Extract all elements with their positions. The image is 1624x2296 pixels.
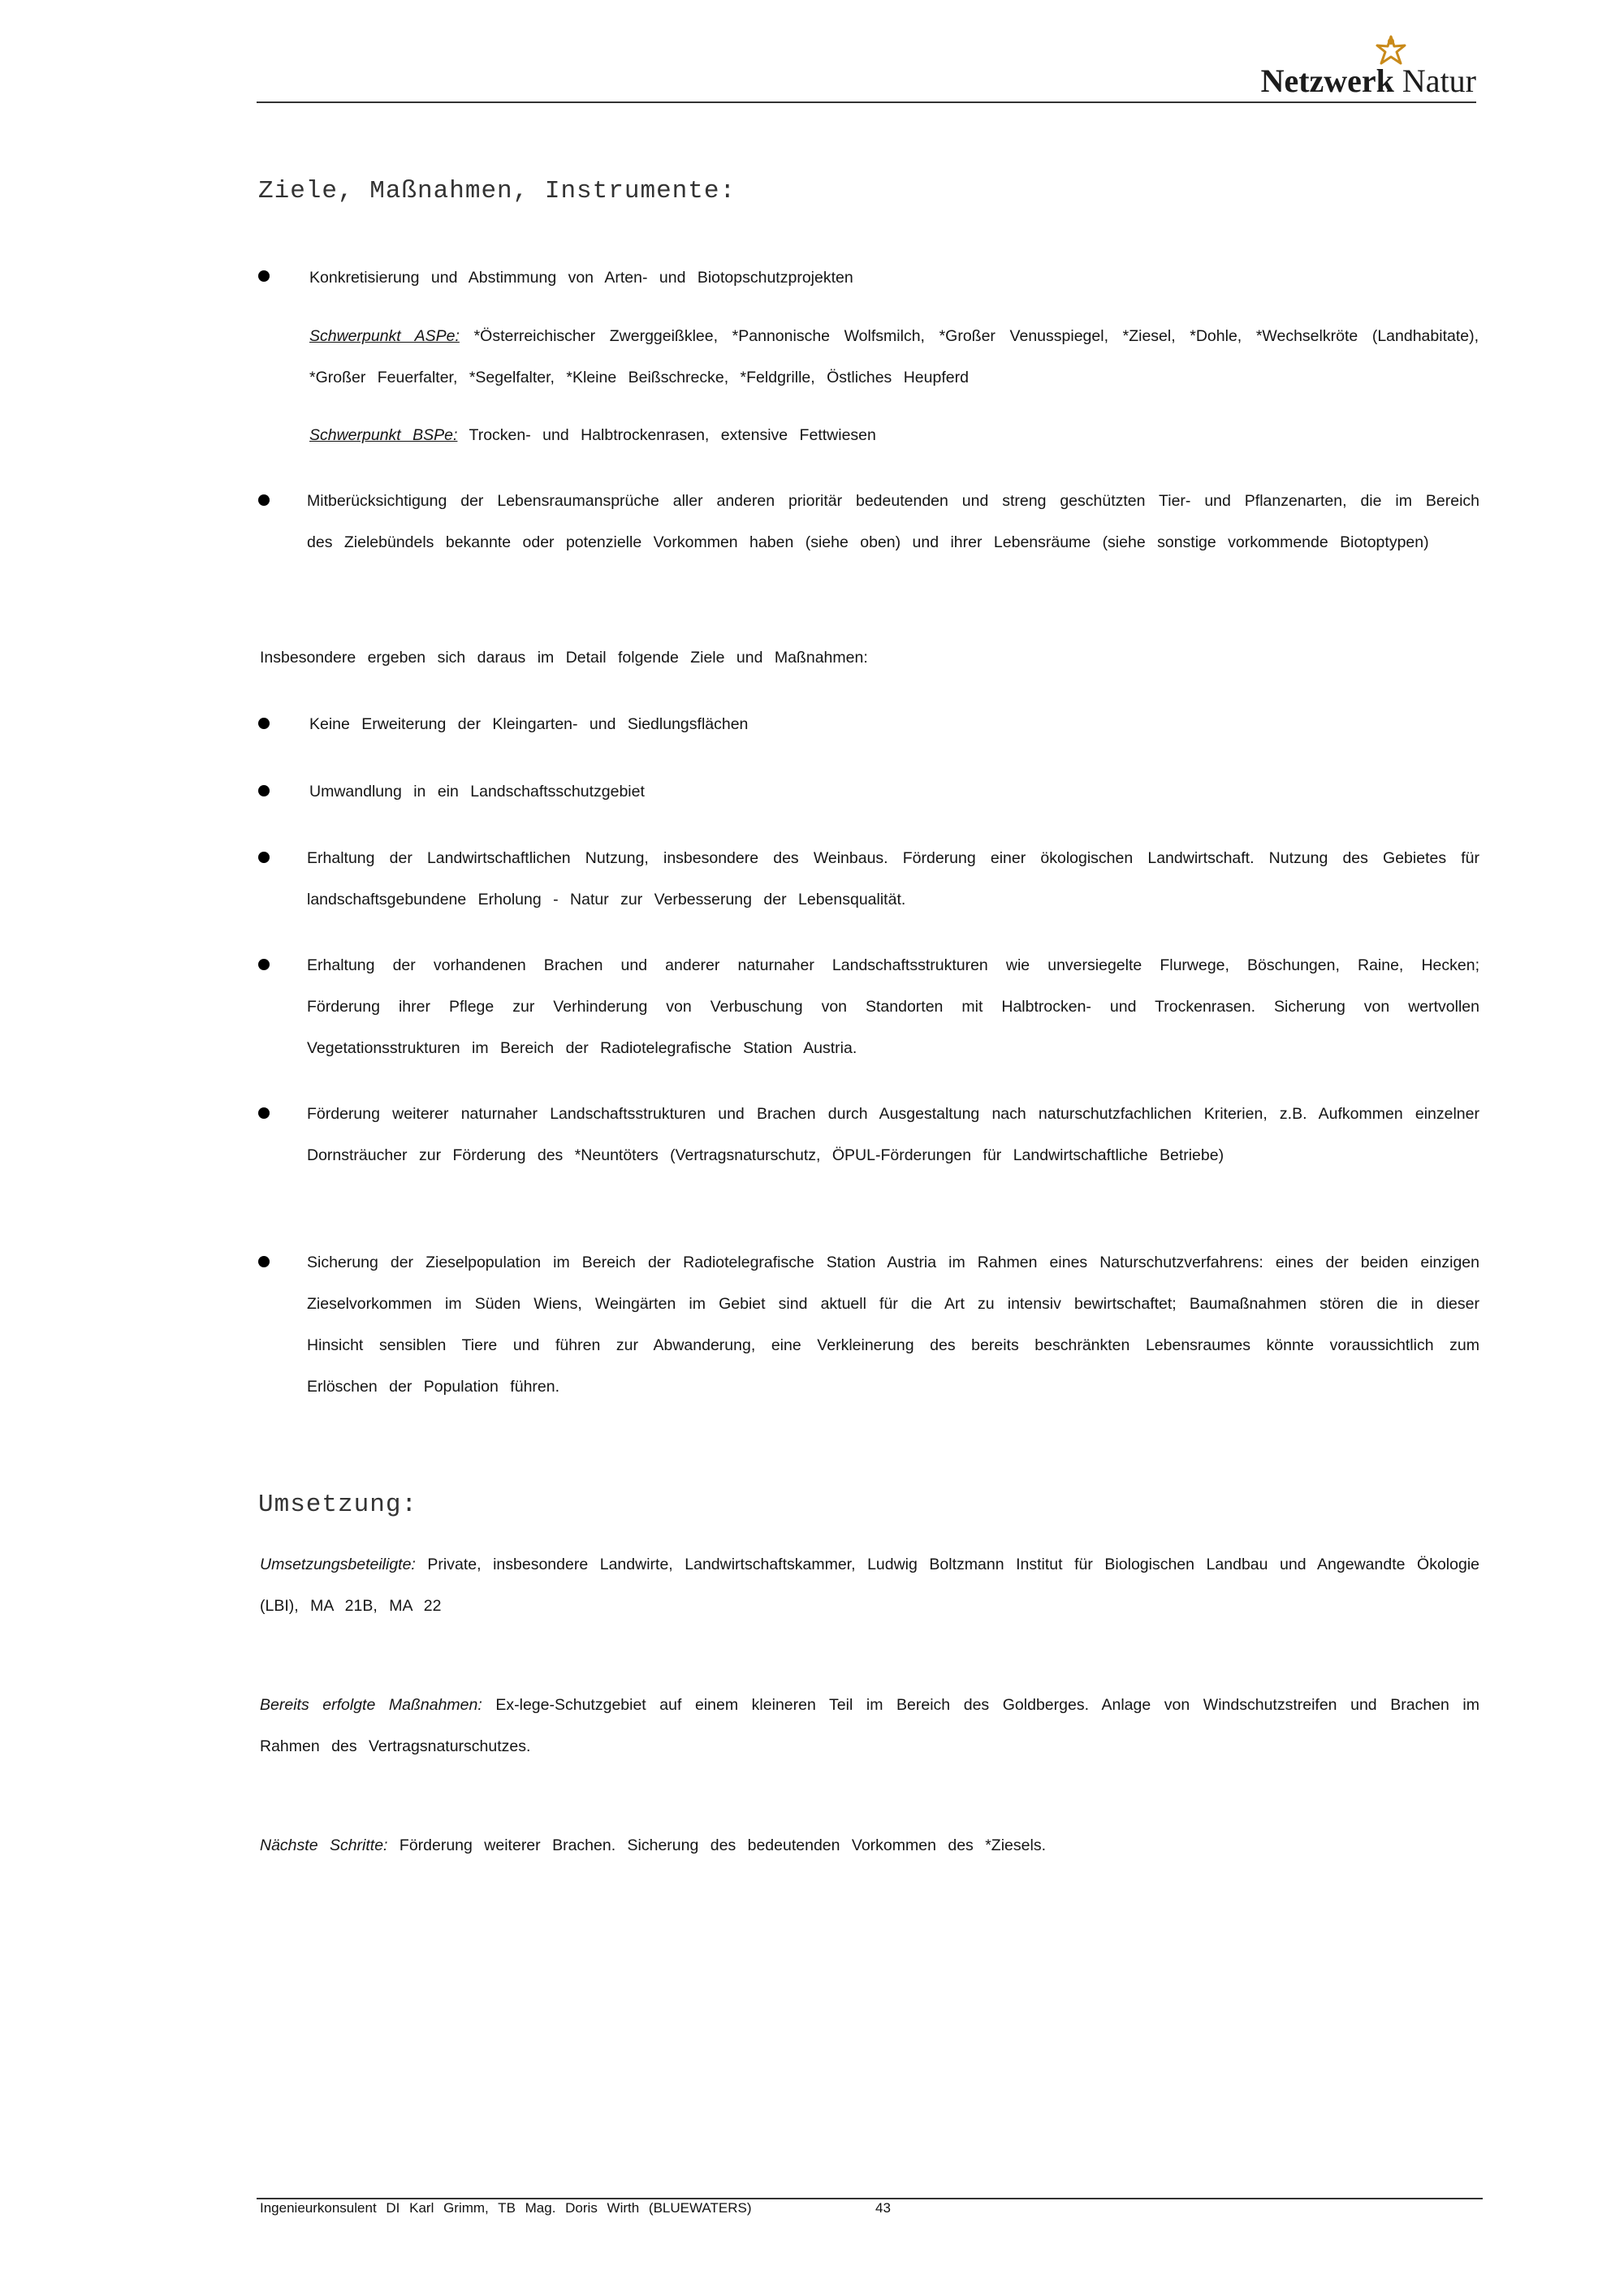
bullet-dot: [258, 1107, 270, 1119]
bereits-erfolgte-paragraph: [260, 1685, 1479, 1767]
list-item: Erhaltung der Landwirtschaftlichen Nutzung, insbesondere des Weinbaus. Förderung einer ökologischen Landwirtschaft. Nutzung des Gebietes für landschaftsgebundene Erholung - Natur zur Verbesserung der Lebensqualität.: [307, 849, 1479, 908]
bullet-dot: [258, 494, 270, 506]
umsetzungsbeteiligte-paragraph: [260, 1544, 1479, 1627]
bereits-erfolgte-text: Ex-lege-Schutzgebiet auf einem kleineren Teil im Bereich des Goldberges. Anlage von Windschutzstreifen und Brachen im Rahmen des Vertragsnaturschutzes.: [260, 1696, 1480, 1755]
bullet-dot: [258, 959, 270, 970]
bereits-erfolgte-label: Bereits erfolgte Maßnahmen:: [260, 1696, 482, 1714]
naechste-schritte-label: Nächste Schritte:: [260, 1836, 388, 1854]
page-number: 43: [875, 2200, 891, 2216]
umsetzungsbeteiligte-text: Private, insbesondere Landwirte, Landwirtschaftskammer, Ludwig Boltzmann Institut für Biologischen Landbau und Angewandte Ökologie (LBI), MA 21B, MA 22: [260, 1556, 1479, 1615]
schwerpunkt-aspe-text: *Österreichischer Zwerggeißklee, *Pannonische Wolfsmilch, *Großer Venusspiegel, *Ziesel, *Dohle, *Wechselkröte (Landhabitate), *Großer Feuerfalter, *Segelfalter, *Kleine Beißschrecke, *Feldgrille, Östliches Heupferd: [309, 327, 1479, 386]
list-item: Sicherung der Zieselpopulation im Bereich der Radiotelegrafische Station Austria im Rahmen eines Naturschutzverfahrens: eines der beiden einzigen Zieselvorkommen im Süden Wiens, Weingärten im Gebiet sind aktuell für die Art zu intensiv bewirtschaftet; Baumaßnahmen stören die in dieser Hinsicht sensiblen Tiere und führen zur Abwanderung, eine Verkleinerung des bereits beschränkten Lebensraumes könnte voraussichtlich zum Erlöschen der Population führen.: [307, 1254, 1479, 1396]
list-item: Förderung weiterer naturnaher Landschaftsstrukturen und Brachen durch Ausgestaltung nach naturschutzfachlichen Kriterien, z.B. Aufkommen einzelner Dornsträucher zur Förderung des *Neuntöters (Vertragsnaturschutz, ÖPUL-Förderungen für Landwirtschaftliche Betriebe): [307, 1105, 1479, 1164]
bullet-dot: [258, 270, 270, 282]
footer-author: Ingenieurkonsulent DI Karl Grimm, TB Mag. Doris Wirth (BLUEWATERS): [260, 2200, 752, 2216]
bullet-text-konkretisierung: Konkretisierung und Abstimmung von Arten- und Biotopschutzprojekten: [309, 269, 853, 287]
schwerpunkt-bspe-paragraph: [309, 415, 876, 456]
schwerpunkt-bspe-text: Trocken- und Halbtrockenrasen, extensive Fettwiesen: [469, 426, 876, 444]
schwerpunkt-bspe-label: Schwerpunkt BSPe:: [309, 426, 458, 444]
logo-text-regular: Natur: [1402, 63, 1476, 99]
schwerpunkt-aspe-paragraph: [309, 316, 1479, 399]
bullet-dot: [258, 1256, 270, 1267]
section-heading-ziele: Ziele, Maßnahmen, Instrumente:: [258, 177, 736, 205]
list-item: Umwandlung in ein Landschaftsschutzgebiet: [309, 783, 645, 801]
header-divider: [257, 101, 1476, 103]
netzwerk-natur-logo: [1208, 32, 1476, 97]
umsetzungsbeteiligte-label: Umsetzungsbeteiligte:: [260, 1556, 416, 1573]
bullet-dot: [258, 852, 270, 863]
intro-paragraph: Insbesondere ergeben sich daraus im Detail folgende Ziele und Maßnahmen:: [260, 649, 868, 667]
logo-text: [1261, 62, 1476, 100]
naechste-schritte-paragraph: [260, 1825, 1046, 1867]
list-item: Erhaltung der vorhandenen Brachen und anderer naturnaher Landschaftsstrukturen wie unversiegelte Flurwege, Böschungen, Raine, Hecken; Förderung ihrer Pflege zur Verhinderung von Verbuschung von Standorten mit Halbtrocken- und Trockenrasen. Sicherung von wertvollen Vegetationsstrukturen im Bereich der Radiotelegrafische Station Austria.: [307, 956, 1479, 1057]
naechste-schritte-text: Förderung weiterer Brachen. Sicherung des bedeutenden Vorkommen des *Ziesels.: [399, 1836, 1046, 1854]
bullet-text-mitberuecksichtigung: Mitberücksichtigung der Lebensraumansprüche aller anderen prioritär bedeutenden und streng geschützten Tier- und Pflanzenarten, die im Bereich des Zielebündels bekannte oder potenzielle Vorkommen haben (siehe oben) und ihrer Lebensräume (siehe sonstige vorkommende Biotoptypen): [307, 492, 1479, 551]
list-item: Keine Erweiterung der Kleingarten- und Siedlungsflächen: [309, 715, 749, 733]
footer-divider: [257, 2198, 1483, 2199]
bullet-dot: [258, 785, 270, 796]
bullet-dot: [258, 718, 270, 729]
schwerpunkt-aspe-label: Schwerpunkt ASPe:: [309, 327, 460, 345]
logo-text-bold: Netzwerk: [1260, 63, 1394, 99]
section-heading-umsetzung: Umsetzung:: [258, 1491, 418, 1519]
